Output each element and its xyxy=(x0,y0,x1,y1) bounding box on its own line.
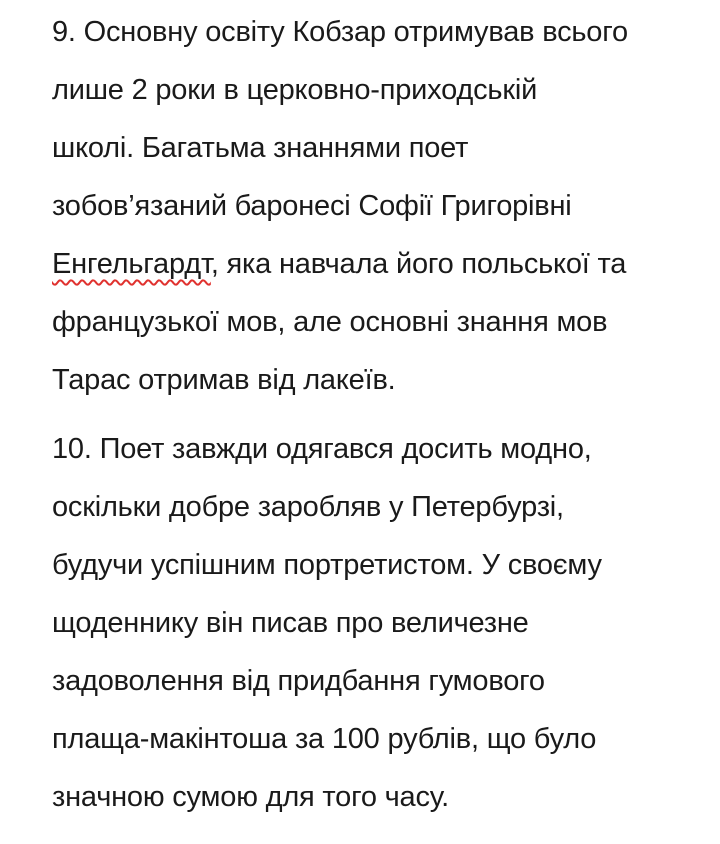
paragraph-fact-10 xyxy=(52,420,702,826)
text-line: оскільки добре заробляв у Петербурзі, xyxy=(52,491,564,523)
text-line: 10. Поет завжди одягався досить модно, xyxy=(52,433,592,465)
text-line: 9. Основну освіту Кобзар отримував всього xyxy=(52,16,628,48)
text-line: будучи успішним портретистом. У своєму xyxy=(52,549,602,581)
text-line: значною сумою для того часу. xyxy=(52,781,450,813)
misspelled-word[interactable]: Енгельгардт xyxy=(52,248,211,280)
article-body xyxy=(52,0,702,826)
text-line: зобов’язаний баронесі Софії Григорівні xyxy=(52,190,572,222)
paragraph-fact-9 xyxy=(52,0,702,409)
text-line: школі. Багатьма знаннями поет xyxy=(52,132,469,164)
text-line: плаща-макінтоша за 100 рублів, що було xyxy=(52,723,597,755)
text-segment: , яка навчала його польської та xyxy=(210,248,627,280)
text-line: Тарас отримав від лакеїв. xyxy=(52,364,396,396)
text-line: задоволення від придбання гумового xyxy=(52,665,545,697)
text-line: лише 2 роки в церковно-приходській xyxy=(52,74,538,106)
text-line: щоденнику він писав про величезне xyxy=(52,607,529,639)
text-line xyxy=(52,235,702,293)
text-line: французької мов, але основні знання мов xyxy=(52,306,608,338)
